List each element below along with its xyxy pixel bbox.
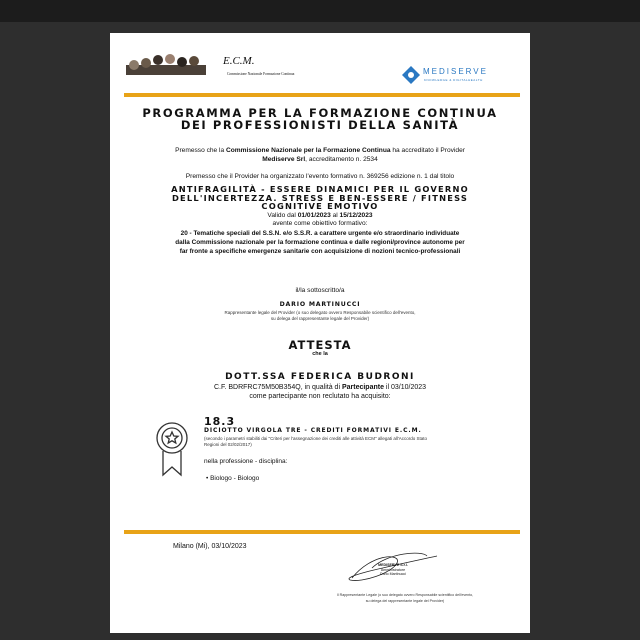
ecm-title: E.C.M. [223, 55, 255, 67]
provider-stamp [368, 563, 418, 577]
objective-line: dalla Commissione nazionale per la formazione continua e dalle regioni/province autonome per [175, 239, 465, 246]
validity [110, 212, 530, 220]
commission-name: Commissione Nazionale per la Formazione Continua [226, 147, 391, 154]
signer-role-line: su delega del rappresentante legale del Provider) [270, 316, 370, 321]
premise-1-text: ha accreditato il Provider [390, 147, 465, 154]
accreditation-number: , accreditamento n. 2534 [305, 156, 378, 163]
title-line-1: PROGRAMMA PER LA FORMAZIONE CONTINUA [142, 106, 498, 120]
participant-name: DOTT.SSA FEDERICA BUDRONI [225, 372, 415, 382]
profession-text: Biologo - Biologo [210, 475, 260, 482]
credits-words: DICIOTTO VIRGOLA TRE - CREDITI FORMATIVI E.C.M. [204, 427, 422, 434]
credits-note-line: Regioni del 02/02/2017) [204, 442, 252, 447]
participant-info [110, 383, 530, 392]
stamp-line: Amministratore [380, 567, 406, 572]
footer-role [280, 592, 530, 604]
footer-role-line: Il Rappresentante Legale (o suo delegato ovvero Responsabile scientifico dell'evento, [336, 593, 474, 597]
profession-label: nella professione - disciplina: [204, 458, 288, 465]
objective-line: far fronte a specifiche emergenze sanitarie con acquisizione di nozioni tecnico-professionali [179, 248, 461, 255]
certificate-page [110, 33, 530, 633]
undersigned-label: il/la sottoscritto/a [295, 287, 345, 294]
che-la: che la [312, 351, 328, 357]
event-title-line: DELL'INCERTEZZA. STRESS E BEN-ESSERE / FITNESS [171, 192, 469, 203]
objective-label: avente come obiettivo formativo: [272, 220, 368, 227]
validity-text: Valido dal [267, 212, 298, 219]
objective-line: 20 - Tematiche speciali del S.S.N. e/o S.S.R. a carattere urgente e/o straordinario individuate [180, 230, 460, 237]
event-title-line: ANTIFRAGILITÀ - ESSERE DINAMICI PER IL GOVERNO [171, 184, 469, 194]
stamp-line: Dario Martinucci [380, 572, 406, 577]
premise-1 [110, 146, 530, 164]
validity-text: al [330, 212, 340, 219]
profession-item: • Biologo - Biologo [206, 475, 260, 482]
validity-from: 01/01/2023 [297, 212, 331, 219]
attesta-heading: ATTESTA [288, 338, 352, 352]
bottom-divider [124, 530, 520, 534]
event-title-line: COGNITIVE EMOTIVO [261, 201, 379, 212]
objective [110, 229, 530, 256]
signer-name: DARIO MARTINUCCI [279, 301, 361, 308]
credits-note [204, 436, 427, 448]
participant-role: Partecipante [341, 384, 384, 391]
place-date: Milano (Mi), 03/10/2023 [173, 543, 247, 550]
event-title [110, 185, 530, 211]
ecm-subtitle: Commissione Nazionale Formazione Continua [227, 72, 295, 76]
mediserve-name: MEDISERVE [423, 67, 488, 76]
credits-note-line: (secondo i parametri stabiliti dai "Criteri per l'assegnazione dei crediti alle attività ECM" allegati all'Accordo Stato [204, 436, 428, 441]
award-ribbon-icon [155, 421, 189, 482]
title-line-2: DEI PROFESSIONISTI DELLA SANITÀ [180, 118, 460, 132]
provider-name: Mediserve Srl [262, 156, 306, 163]
credits-value: 18.3 [204, 415, 236, 428]
acquired-label: come partecipante non reclutato ha acquisito: [249, 393, 391, 400]
footer-role-line: su delega del rappresentante legale del Provider) [365, 599, 445, 603]
validity-to: 15/12/2023 [339, 212, 373, 219]
stamp-line: MEDISERVE S.r.l. [378, 563, 408, 567]
top-divider [124, 93, 520, 97]
participant-info-text: C.F. BDRFRC75M50B354Q, in qualità di [213, 384, 342, 391]
mediserve-logo-icon [401, 65, 421, 90]
signer-role [110, 310, 530, 322]
participant-date: il 03/10/2023 [383, 384, 427, 391]
mediserve-tagline: KNOWLEDGE & DIGITALHEALTH [424, 78, 483, 82]
premise-2: Premesso che il Provider ha organizzato l'evento formativo n. 369256 edizione n. 1 dal titolo [185, 173, 455, 180]
signer-role-line: Rappresentante legale del Provider (o suo delegato ovvero Responsabile scientifico dell'evento, [224, 310, 416, 315]
viewer-top-bar [0, 0, 640, 22]
ecm-logo-image [126, 53, 206, 75]
premise-1-text: Premesso che la [175, 147, 227, 154]
